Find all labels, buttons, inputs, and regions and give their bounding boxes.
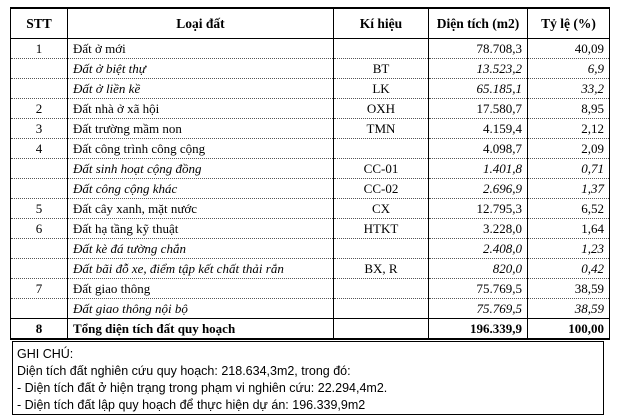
row-code: BT <box>334 59 429 79</box>
row-ratio: 1,23 <box>528 239 610 259</box>
row-ratio: 8,95 <box>528 99 610 119</box>
row-area: 65.185,1 <box>429 79 528 99</box>
row-ratio: 1,64 <box>528 219 610 239</box>
row-land-type: Đất công cộng khác <box>68 179 334 199</box>
row-land-type: Đất công trình công cộng <box>68 139 334 159</box>
row-stt <box>11 239 68 259</box>
row-area: 820,0 <box>429 259 528 279</box>
row-area: 2.408,0 <box>429 239 528 259</box>
row-code <box>334 139 429 159</box>
row-land-type: Đất giao thông <box>68 279 334 299</box>
row-ratio: 0,42 <box>528 259 610 279</box>
table-row <box>11 179 610 199</box>
table-row <box>11 79 610 99</box>
row-land-type: Đất ở mới <box>68 39 334 59</box>
row-stt <box>11 299 68 319</box>
row-stt: 4 <box>11 139 68 159</box>
row-stt: 7 <box>11 279 68 299</box>
row-land-type: Đất hạ tầng kỹ thuật <box>68 219 334 239</box>
table-row <box>11 39 610 59</box>
total-name: Tổng diện tích đất quy hoạch <box>68 319 334 340</box>
row-stt: 6 <box>11 219 68 239</box>
table-header-row <box>11 8 610 39</box>
row-code <box>334 239 429 259</box>
row-area: 78.708,3 <box>429 39 528 59</box>
row-land-type: Đất bãi đỗ xe, điểm tập kết chất thải rắn <box>68 259 334 279</box>
header-land-type: Loại đất <box>68 8 334 39</box>
header-ratio: Tỷ lệ (%) <box>528 8 610 39</box>
row-land-type: Đất sinh hoạt cộng đồng <box>68 159 334 179</box>
row-ratio: 1,37 <box>528 179 610 199</box>
total-area: 196.339,9 <box>429 319 528 340</box>
row-code <box>334 299 429 319</box>
row-ratio: 6,9 <box>528 59 610 79</box>
row-area: 17.580,7 <box>429 99 528 119</box>
row-area: 12.795,3 <box>429 199 528 219</box>
row-area: 3.228,0 <box>429 219 528 239</box>
row-land-type: Đất ở liền kề <box>68 79 334 99</box>
table-row <box>11 159 610 179</box>
table-row <box>11 239 610 259</box>
row-stt: 2 <box>11 99 68 119</box>
row-code: BX, R <box>334 259 429 279</box>
row-land-type: Đất nhà ở xã hội <box>68 99 334 119</box>
table-row <box>11 119 610 139</box>
row-code: LK <box>334 79 429 99</box>
notes-title: GHI CHÚ: <box>17 347 74 361</box>
table-row <box>11 139 610 159</box>
table-row <box>11 259 610 279</box>
row-stt: 5 <box>11 199 68 219</box>
row-code <box>334 279 429 299</box>
header-area: Diện tích (m2) <box>429 8 528 39</box>
row-area: 75.769,5 <box>429 299 528 319</box>
row-code <box>334 39 429 59</box>
row-ratio: 38,59 <box>528 279 610 299</box>
row-stt <box>11 59 68 79</box>
row-ratio: 40,09 <box>528 39 610 59</box>
total-stt: 8 <box>11 319 68 340</box>
row-code: TMN <box>334 119 429 139</box>
table-row <box>11 219 610 239</box>
row-ratio: 0,71 <box>528 159 610 179</box>
row-land-type: Đất trường mầm non <box>68 119 334 139</box>
row-ratio: 33,2 <box>528 79 610 99</box>
notes-line-2: - Diện tích đất ở hiện trạng trong phạm vi nghiên cứu: 22.294,4m2. <box>17 381 388 395</box>
row-stt <box>11 259 68 279</box>
row-area: 75.769,5 <box>429 279 528 299</box>
table-row <box>11 299 610 319</box>
row-code: OXH <box>334 99 429 119</box>
header-code: Kí hiệu <box>334 8 429 39</box>
row-area: 4.098,7 <box>429 139 528 159</box>
total-code <box>334 319 429 340</box>
row-stt: 3 <box>11 119 68 139</box>
row-code: CX <box>334 199 429 219</box>
row-code: CC-01 <box>334 159 429 179</box>
row-area: 2.696,9 <box>429 179 528 199</box>
row-land-type: Đất cây xanh, mặt nước <box>68 199 334 219</box>
row-ratio: 2,12 <box>528 119 610 139</box>
row-ratio: 38,59 <box>528 299 610 319</box>
row-stt <box>11 159 68 179</box>
row-code: CC-02 <box>334 179 429 199</box>
row-land-type: Đất kè đá tường chắn <box>68 239 334 259</box>
row-stt: 1 <box>11 39 68 59</box>
row-area: 1.401,8 <box>429 159 528 179</box>
row-area: 4.159,4 <box>429 119 528 139</box>
total-ratio: 100,00 <box>528 319 610 340</box>
row-area: 13.523,2 <box>429 59 528 79</box>
table-row <box>11 199 610 219</box>
notes-box <box>12 341 604 415</box>
row-land-type: Đất ở biệt thự <box>68 59 334 79</box>
table-row <box>11 279 610 299</box>
row-ratio: 2,09 <box>528 139 610 159</box>
table-row <box>11 99 610 119</box>
row-stt <box>11 79 68 99</box>
row-ratio: 6,52 <box>528 199 610 219</box>
row-stt <box>11 179 68 199</box>
notes-line-3: - Diện tích đất lập quy hoạch để thực hiện dự án: 196.339,9m2 <box>17 398 366 412</box>
row-code: HTKT <box>334 219 429 239</box>
row-land-type: Đất giao thông nội bộ <box>68 299 334 319</box>
table-row <box>11 59 610 79</box>
total-row <box>11 319 610 340</box>
land-use-table <box>10 7 610 340</box>
header-stt: STT <box>11 8 68 39</box>
notes-line-1: Diện tích đất nghiên cứu quy hoạch: 218.634,3m2, trong đó: <box>17 364 351 378</box>
